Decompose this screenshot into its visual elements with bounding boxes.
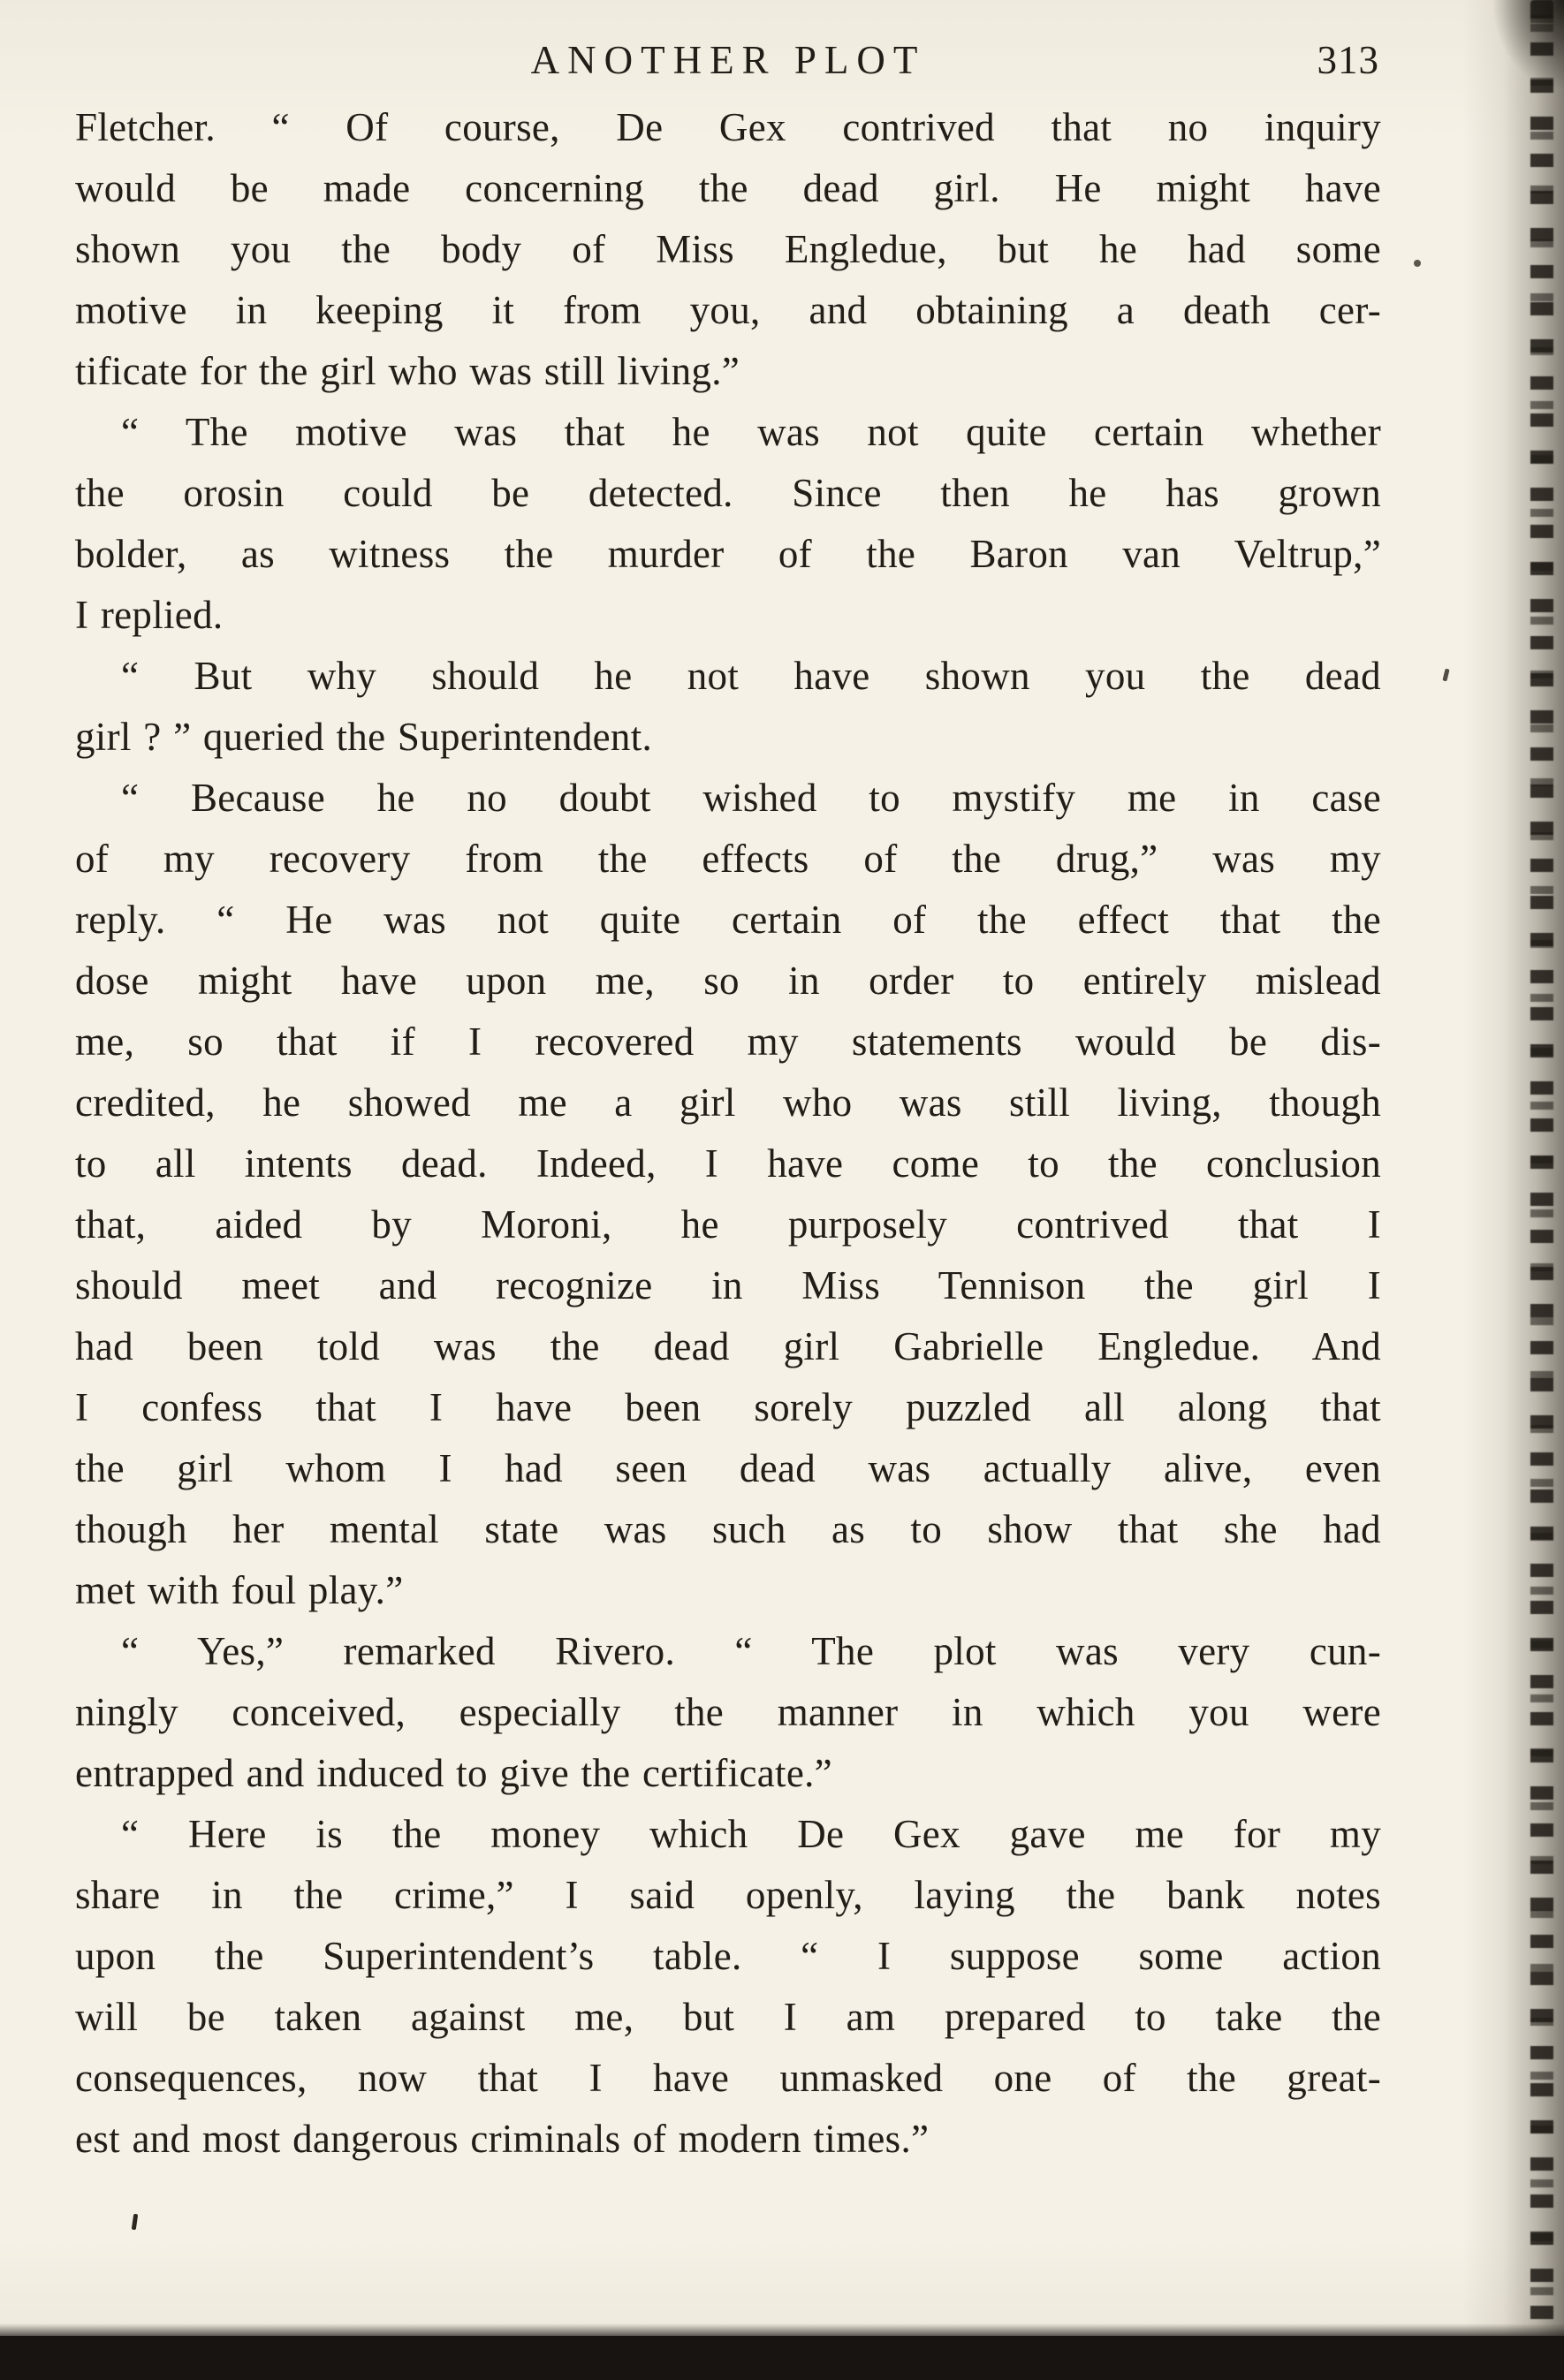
- text-line: that, aided by Moroni, he purposely contrived that I: [75, 1202, 1381, 1247]
- text-line: girl ? ” queried the Superintendent.: [75, 715, 653, 759]
- scan-edge-artifact: [1462, 0, 1564, 2380]
- text-line: dose might have upon me, so in order to entirely mislead: [75, 959, 1381, 1003]
- text-line: though her mental state was such as to show that she had: [75, 1507, 1381, 1551]
- text-line: motive in keeping it from you, and obtaining a death cer-: [75, 288, 1381, 332]
- ink-speck: [1414, 260, 1421, 267]
- text-line: reply. “ He was not quite certain of the effect that the: [75, 898, 1381, 942]
- text-line: I confess that I have been sorely puzzled all along that: [75, 1385, 1381, 1429]
- paragraph: [75, 1804, 1381, 2170]
- paragraph: [75, 646, 1381, 768]
- scan-corner-shadow: [1493, 0, 1564, 88]
- page-header: [75, 34, 1381, 95]
- running-title: ANOTHER PLOT: [530, 38, 926, 82]
- text-line: the orosin could be detected. Since then he has grown: [75, 471, 1381, 515]
- text-line: credited, he showed me a girl who was still living, though: [75, 1080, 1381, 1125]
- text-line: shown you the body of Miss Engledue, but he had some: [75, 227, 1381, 271]
- text-line: entrapped and induced to give the certificate.”: [75, 1751, 832, 1795]
- text-line: would be made concerning the dead girl. He might have: [75, 166, 1381, 210]
- text-line: had been told was the dead girl Gabrielle Engledue. And: [75, 1324, 1381, 1368]
- paragraph: [75, 97, 1381, 402]
- scan-edge-marks: [1530, 0, 1553, 2380]
- scan-bottom-bar: [0, 2336, 1564, 2380]
- page-text: [75, 97, 1381, 2170]
- text-line: est and most dangerous criminals of modern times.”: [75, 2117, 930, 2161]
- text-line: share in the crime,” I said openly, laying the bank notes: [75, 1873, 1381, 1917]
- text-line: ningly conceived, especially the manner in which you were: [75, 1690, 1381, 1734]
- text-line: consequences, now that I have unmasked one of the great-: [75, 2056, 1381, 2100]
- paragraph: [75, 402, 1381, 646]
- text-line: me, so that if I recovered my statements would be dis-: [75, 1019, 1381, 1064]
- text-line: the girl whom I had seen dead was actually alive, even: [75, 1446, 1381, 1490]
- text-line: Fletcher. “ Of course, De Gex contrived that no inquiry: [75, 105, 1381, 149]
- text-line: I replied.: [75, 593, 224, 637]
- text-line: upon the Superintendent’s table. “ I suppose some action: [75, 1934, 1381, 1978]
- text-line: “ But why should he not have shown you the dead: [121, 654, 1381, 698]
- text-line: “ Yes,” remarked Rivero. “ The plot was very cun-: [121, 1629, 1381, 1673]
- text-line: should meet and recognize in Miss Tennison the girl I: [75, 1263, 1381, 1307]
- text-line: tificate for the girl who was still living.”: [75, 349, 740, 393]
- text-line: “ Because he no doubt wished to mystify me in case: [121, 776, 1381, 820]
- text-line: to all intents dead. Indeed, I have come to the conclusion: [75, 1141, 1381, 1186]
- paragraph: [75, 768, 1381, 1621]
- text-line: “ Here is the money which De Gex gave me for my: [121, 1812, 1381, 1856]
- text-line: will be taken against me, but I am prepared to take the: [75, 1995, 1381, 2039]
- page-number: 313: [1317, 38, 1379, 82]
- ink-mark: [132, 2214, 138, 2231]
- paragraph: [75, 1621, 1381, 1804]
- text-line: “ The motive was that he was not quite certain whether: [121, 410, 1381, 454]
- text-line: of my recovery from the effects of the drug,” was my: [75, 837, 1381, 881]
- text-line: bolder, as witness the murder of the Baron van Veltrup,”: [75, 532, 1381, 576]
- ink-speck: [1442, 669, 1449, 682]
- text-line: met with foul play.”: [75, 1568, 404, 1612]
